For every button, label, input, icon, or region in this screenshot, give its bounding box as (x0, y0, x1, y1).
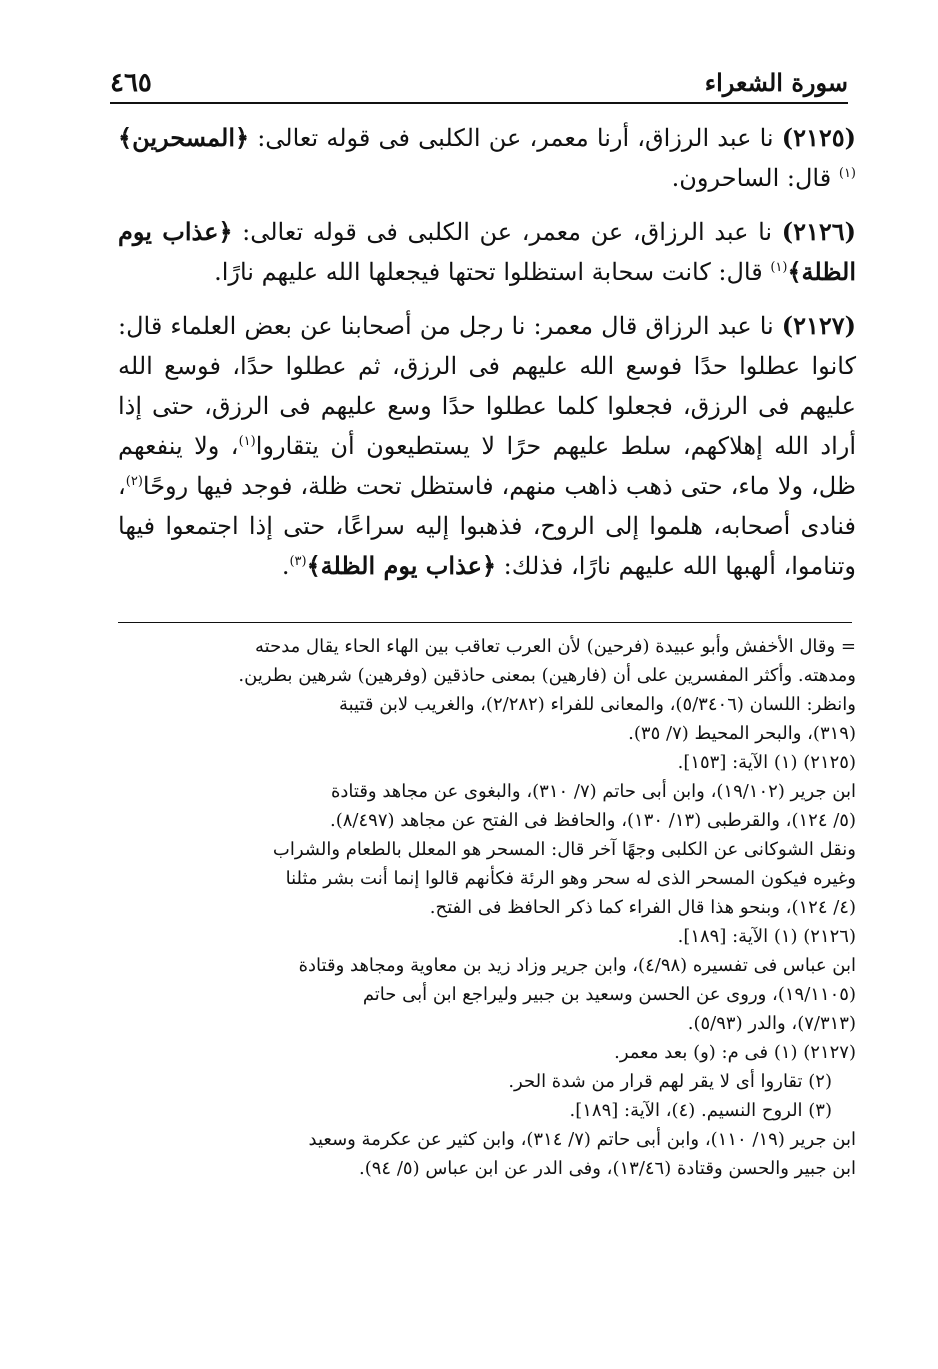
paragraph-2127 (118, 306, 856, 586)
footnote-line: (٢) تقاروا أى لا يقر لهم قرار من شدة الحر. (508, 1071, 832, 1092)
footnote-head-2127: (٢١٢٧) (١) فى م: (و) بعد معمر. (614, 1042, 856, 1063)
paragraph-text: قال: كانت سحابة استظلوا تحتها فيجعلها الله عليهم نارًا. (214, 258, 771, 286)
main-text (118, 118, 856, 600)
footnote-line: ابن جرير (١٩/ ١١٠)، وابن أبى حاتم (٧/ ٣١٤)، وابن كثير عن عكرمة وسعيد (308, 1129, 856, 1150)
footnote-line: وغيره فيكون المسحر الذى له سحر وهو الرئة فكأنهم قالوا إنما أنت بشر مثلنا (285, 868, 856, 889)
footnote-divider (118, 622, 852, 623)
hadith-number: (٢١٢٦) (781, 217, 856, 246)
footnote-line: ابن جرير (١٩/١٠٢)، وابن أبى حاتم (٧/ ٣١٠)، والبغوى عن مجاهد وقتادة (330, 781, 856, 802)
paragraph-text: ، فنادى أصحابه، هلموا إلى الروح، فذهبوا إليه سراعًا، حتى إذا اجتمعوا فيها وتناموا، ألهبها الله عليهم نارًا، فذلك: (118, 472, 856, 580)
paragraph-text: نا عبد الرزاق، عن معمر، عن الكلبى فى قوله تعالى: (232, 218, 782, 246)
quran-verse: ﴿عذاب يوم الظلة﴾ (306, 551, 497, 580)
footnote-line: ابن عباس فى تفسيره (٤/٩٨)، وابن جرير وزاد زيد بن معاوية ومجاهد وقتادة (298, 955, 856, 976)
paragraph-text: قال: الساحرون. (671, 164, 839, 192)
paragraph-2126 (118, 212, 856, 292)
footnote-line: (٣١٩)، والبحر المحيط (٧/ ٣٥). (628, 723, 856, 744)
footnote-ref: (١) (838, 166, 856, 181)
footnote-line: (٧/٣١٣)، والدر (٥/٩٣). (687, 1013, 856, 1034)
footnote-line: (١٩/١١٠٥)، وروى عن الحسن وسعيد بن جبير وليراجع ابن أبى حاتم (362, 984, 856, 1005)
page-number: ٤٦٥ (110, 68, 152, 98)
surah-title: سورة الشعراء (704, 68, 848, 97)
footnote-ref: (٣) (289, 554, 307, 569)
footnote-head-2125: (٢١٢٥) (١) الآية: [١٥٣]. (677, 752, 856, 773)
paragraph-text: نا عبد الرزاق، أرنا معمر، عن الكلبى فى قوله تعالى: (249, 124, 782, 152)
quran-verse: ﴿المسحرين﴾ (118, 123, 250, 152)
hadith-number: (٢١٢٥) (781, 123, 856, 152)
hadith-number: (٢١٢٧) (781, 311, 856, 340)
footnote-line: = وقال الأخفش وأبو عبيدة (فرحين) لأن العرب تعاقب بين الهاء الحاء يقال مدحته (255, 636, 856, 657)
footnote-line: ابن جبير والحسن وقتادة (١٣/٤٦)، وفى الدر عن ابن عباس (٥/ ٩٤). (359, 1158, 856, 1179)
footnote-ref: (١) (770, 260, 788, 275)
paragraph-2125 (118, 118, 856, 198)
page-header (110, 62, 848, 104)
footnote-line: ومدهته. وأكثر المفسرين على أن (فارهين) بمعنى حاذقين (وفرهين) شرهين بطرين. (238, 665, 856, 686)
paragraph-text: . (281, 552, 290, 580)
paragraph-text: ، ولا ينفعهم ظل، ولا ماء، حتى ذهب ذاهب منهم، فاستظل تحت ظلة، فوجد فيها روحًا (118, 432, 856, 500)
footnote-line: ونقل الشوكانى عن الكلبى وجهًا آخر قال: المسحر هو المعلل بالطعام والشراب (272, 839, 856, 860)
footnote-ref: (١) (238, 434, 256, 449)
footnote-line: (٣) الروح النسيم. (٤)، الآية: [١٨٩]. (569, 1100, 832, 1121)
footnotes (118, 632, 856, 1183)
footnote-line: وانظر: اللسان (٥/٣٤٠٦)، والمعانى للفراء (٢/٢٨٢)، والغريب لابن قتيبة (338, 694, 856, 715)
footnote-head-2126: (٢١٢٦) (١) الآية: [١٨٩]. (677, 926, 856, 947)
paragraph-text: نا عبد الرزاق قال معمر: نا رجل من أصحابنا عن بعض العلماء قال: كانوا عطلوا حدًا فوسع الله عليهم فى الرزق، ثم عطلوا حدًا، فوسع الله عليهم فى الرزق، فجعلوا كلما عطلوا حدًا وسع عليهم فى الرزق، حتى إذا أراد الله إهلاكهم، سلط عليهم حرًا لا يستطيعون أن يتقاروا (118, 312, 856, 460)
footnote-line: (٤/ ١٢٤)، وبنحو هذا قال الفراء كما ذكر الحافظ فى الفتح. (429, 897, 856, 918)
quran-verse: ﴿عذاب يوم الظلة﴾ (118, 217, 856, 286)
footnote-ref: (٢) (125, 474, 143, 489)
footnote-line: (٥/ ١٢٤)، والقرطبى (١٣/ ١٣٠)، والحافظ فى الفتح عن مجاهد (٨/٤٩٧). (330, 810, 856, 831)
